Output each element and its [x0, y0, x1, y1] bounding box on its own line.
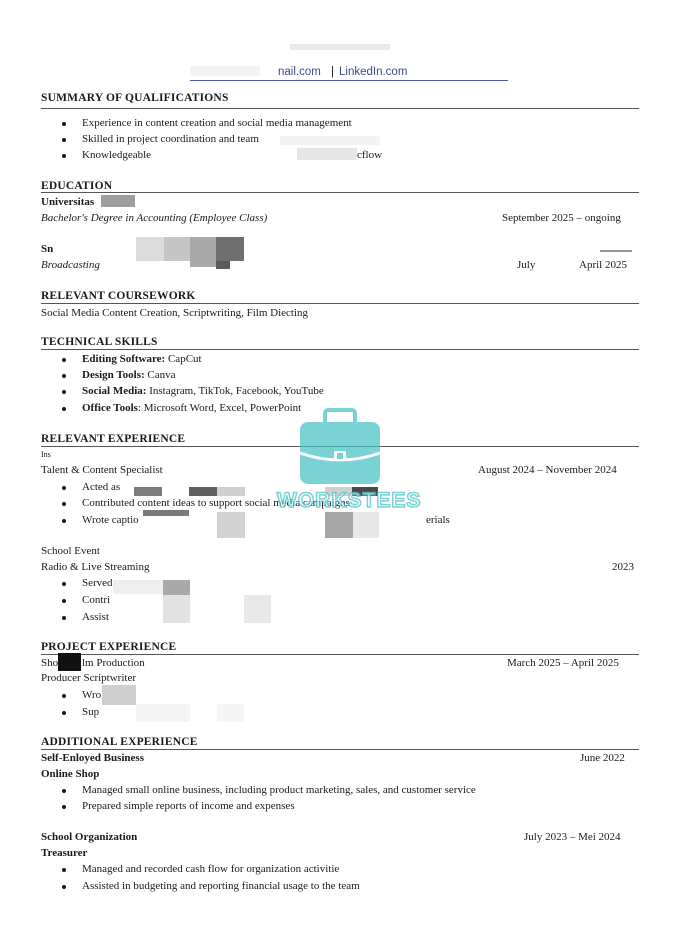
- project-role: Producer Scriptwriter: [41, 672, 136, 684]
- bullet: [62, 486, 66, 490]
- section-divider: [41, 749, 639, 750]
- section-divider: [41, 192, 639, 193]
- experience-date: August 2024 – November 2024: [478, 464, 617, 476]
- education-date-start: July: [517, 259, 536, 271]
- section-divider: [41, 303, 639, 304]
- bullet: [62, 390, 66, 394]
- skill-value: Canva: [144, 369, 176, 381]
- bullet: [62, 502, 66, 506]
- redaction: [136, 237, 164, 261]
- redaction: [216, 237, 244, 261]
- contact-separator: |: [331, 66, 334, 78]
- redaction: [136, 704, 190, 722]
- contact-linkedin[interactable]: LinkedIn.com: [339, 66, 408, 78]
- bullet: [62, 805, 66, 809]
- org-name: Ins: [41, 450, 51, 459]
- redaction: [190, 237, 216, 267]
- redaction: [164, 237, 190, 261]
- summary-heading: SUMMARY OF QUALIFICATIONS: [41, 92, 229, 104]
- contact-email[interactable]: nail.com: [278, 66, 321, 78]
- bullet: [62, 694, 66, 698]
- redaction: [113, 580, 163, 594]
- bullet: [62, 154, 66, 158]
- skill-item: [82, 353, 202, 365]
- project-name-start: Sho: [41, 657, 59, 669]
- section-divider: [41, 108, 639, 109]
- bullet: [62, 138, 66, 142]
- redaction: [143, 510, 189, 516]
- experience-bullet-end: erials: [426, 514, 450, 526]
- name-redacted: [290, 44, 390, 50]
- redaction: [163, 595, 190, 623]
- bullet: [62, 519, 66, 523]
- skill-label: Editing Software:: [82, 353, 166, 365]
- bullet: [62, 711, 66, 715]
- section-divider: [41, 654, 639, 655]
- redaction: [189, 487, 217, 496]
- redaction: [190, 66, 260, 76]
- additional-bullet: Assisted in budgeting and reporting financial usage to the team: [82, 880, 360, 892]
- project-bullet: Wro: [82, 689, 102, 701]
- summary-item-end: cflow: [357, 149, 383, 161]
- education-heading: EDUCATION: [41, 180, 113, 192]
- redaction: [217, 512, 245, 538]
- bullet: [62, 358, 66, 362]
- role-title: Online Shop: [41, 768, 100, 780]
- bullet: [62, 374, 66, 378]
- experience-bullet: Assist: [82, 611, 109, 623]
- skill-item: [82, 385, 324, 397]
- project-name-end: lm Production: [82, 657, 145, 669]
- experience-heading: RELEVANT EXPERIENCE: [41, 433, 186, 445]
- skill-item: [82, 369, 176, 381]
- redaction: [280, 136, 380, 145]
- school-name: Sn: [41, 243, 54, 255]
- experience-bullet: Served: [82, 577, 113, 589]
- experience-bullet: Acted as: [82, 481, 121, 493]
- skills-heading: TECHNICAL SKILLS: [41, 336, 158, 348]
- skill-value: Instagram, TikTok, Facebook, YouTube: [146, 385, 324, 397]
- org-name: School Organization: [41, 831, 138, 843]
- bullet: [62, 789, 66, 793]
- redaction: [216, 261, 230, 269]
- school-name: Universitas: [41, 196, 95, 208]
- watermark-text: WORKSTEES: [277, 489, 422, 512]
- education-date-end: April 2025: [579, 259, 627, 271]
- coursework-heading: RELEVANT COURSEWORK: [41, 290, 196, 302]
- experience-bullet: Contri: [82, 594, 111, 606]
- bullet: [62, 407, 66, 411]
- skill-label: Design Tools:: [82, 369, 145, 381]
- skill-item: [82, 402, 301, 414]
- skill-value: CapCut: [165, 353, 202, 365]
- bullet: [62, 122, 66, 126]
- bullet: [62, 616, 66, 620]
- redaction: [134, 487, 162, 496]
- additional-date: July 2023 – Mei 2024: [524, 831, 621, 843]
- redaction: [217, 704, 244, 722]
- coursework-text: Social Media Content Creation, Scriptwriting, Film Diecting: [41, 307, 309, 319]
- bullet: [62, 582, 66, 586]
- bullet: [62, 868, 66, 872]
- role-title: Talent & Content Specialist: [41, 464, 163, 476]
- experience-bullet: Contributed content ideas to support social media campaigns: [82, 497, 350, 509]
- summary-item: Experience in content creation and social media management: [82, 117, 352, 129]
- redaction: [102, 685, 136, 705]
- additional-bullet: Prepared simple reports of income and expenses: [82, 800, 295, 812]
- project-date: March 2025 – April 2025: [507, 657, 619, 669]
- redaction: [244, 595, 271, 623]
- watermark: [275, 405, 422, 525]
- degree: Bachelor's Degree in Accounting (Employee Class): [41, 212, 268, 224]
- education-date: September 2025 – ongoing: [502, 212, 621, 224]
- section-divider: [41, 349, 639, 350]
- redaction: [600, 250, 632, 252]
- summary-item: Knowledgeable: [82, 149, 152, 161]
- redaction: [101, 195, 135, 207]
- skill-label: Office Tools: [82, 402, 138, 414]
- project-heading: PROJECT EXPERIENCE: [41, 641, 177, 653]
- bullet: [62, 599, 66, 603]
- redaction: [217, 487, 245, 496]
- role-title: Treasurer: [41, 847, 88, 859]
- experience-bullet: Wrote captio: [82, 514, 139, 526]
- additional-bullet: Managed small online business, including product marketing, sales, and customer service: [82, 784, 476, 796]
- redaction: [297, 148, 357, 160]
- additional-date: June 2022: [580, 752, 625, 764]
- bullet: [62, 885, 66, 889]
- summary-item: Skilled in project coordination and team: [82, 133, 259, 145]
- skill-label: Social Media:: [82, 385, 147, 397]
- degree: Broadcasting: [41, 259, 100, 271]
- additional-heading: ADDITIONAL EXPERIENCE: [41, 736, 198, 748]
- additional-bullet: Managed and recorded cash flow for organization activitie: [82, 863, 340, 875]
- org-name: Self-Enloyed Business: [41, 752, 144, 764]
- skill-value: : Microsoft Word, Excel, PowerPoint: [137, 402, 302, 414]
- org-name: School Event: [41, 545, 100, 557]
- redaction: [163, 580, 190, 595]
- role-title: Radio & Live Streaming: [41, 561, 150, 573]
- project-bullet: Sup: [82, 706, 100, 718]
- experience-date: 2023: [612, 561, 634, 573]
- redaction: [58, 653, 81, 671]
